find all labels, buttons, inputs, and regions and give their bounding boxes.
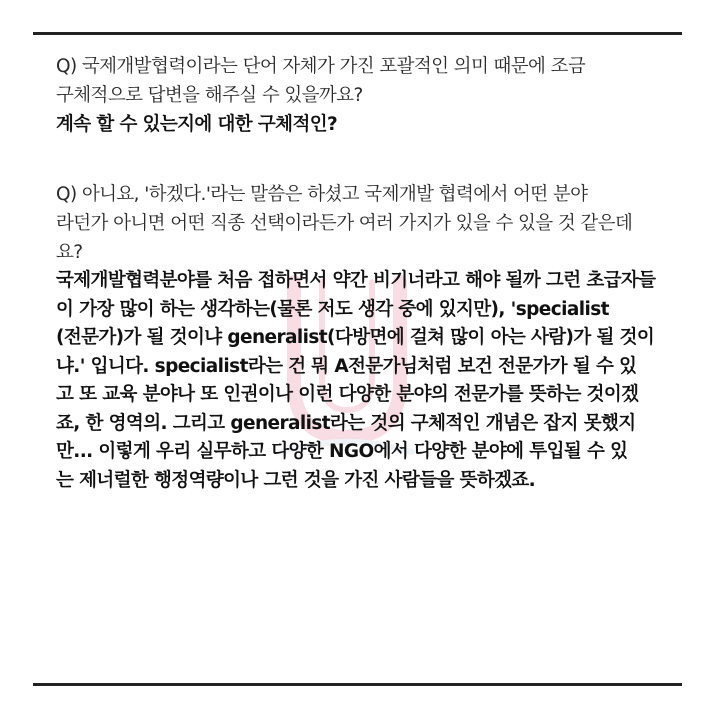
- question-1-line-1: Q) 국제개발협력이라는 단어 자체가 가진 포괄적인 의미 때문에 조금: [56, 56, 586, 77]
- question-1: [56, 52, 676, 110]
- answer-1-line-1: 계속 할 수 있는지에 대한 구체적인?: [56, 114, 338, 135]
- top-divider: [33, 32, 682, 35]
- answer-2-line-6: 죠, 한 영역의. 그리고 generalist라는 것의 구체적인 개념은 잡지 못했지: [56, 412, 636, 434]
- answer-2: [56, 267, 676, 495]
- question-2-line-1: Q) 아니요, '하겠다.'라는 말씀은 하셨고 국제개발 협력에서 어떤 분야: [56, 184, 588, 205]
- answer-2-line-3: (전문가)가 될 것이냐 generalist(다방면에 걸쳐 많이 아는 사람)가 될 것이: [56, 327, 655, 348]
- answer-1: [56, 110, 676, 139]
- question-2-line-3: 요?: [56, 242, 83, 263]
- answer-2-line-1: 국제개발협력분야를 처음 접하면서 약간 비기너라고 해야 될까 그런 초급자들: [56, 270, 656, 291]
- question-1-line-2: 구체적으로 답변을 해주실 수 있을까요?: [56, 85, 363, 106]
- answer-2-line-2: 이 가장 많이 하는 생각하는(물론 저도 생각 중에 있지만), 'specialist: [56, 298, 609, 320]
- answer-2-line-5: 고 또 교육 분야나 또 인권이나 이런 다양한 분야의 전문가를 뜻하는 것이겠: [56, 384, 639, 405]
- answer-2-line-7: 만... 이렇게 우리 실무하고 다양한 NGO에서 다양한 분야에 투입될 수 있: [56, 441, 628, 462]
- question-2: [56, 180, 676, 267]
- bottom-divider: [33, 683, 682, 686]
- question-2-line-2: 라던가 아니면 어떤 직종 선택이라든가 여러 가지가 있을 수 있을 것 같은데: [56, 213, 633, 234]
- answer-2-line-8: 는 제너럴한 행정역량이나 그런 것을 가진 사람들을 뜻하겠죠.: [56, 469, 536, 491]
- interview-content: [56, 52, 676, 495]
- section-gap: [56, 139, 676, 180]
- answer-2-line-4: 냐.' 입니다. specialist라는 건 뭐 A전문가님처럼 보건 전문가가 될 수 있: [56, 355, 637, 377]
